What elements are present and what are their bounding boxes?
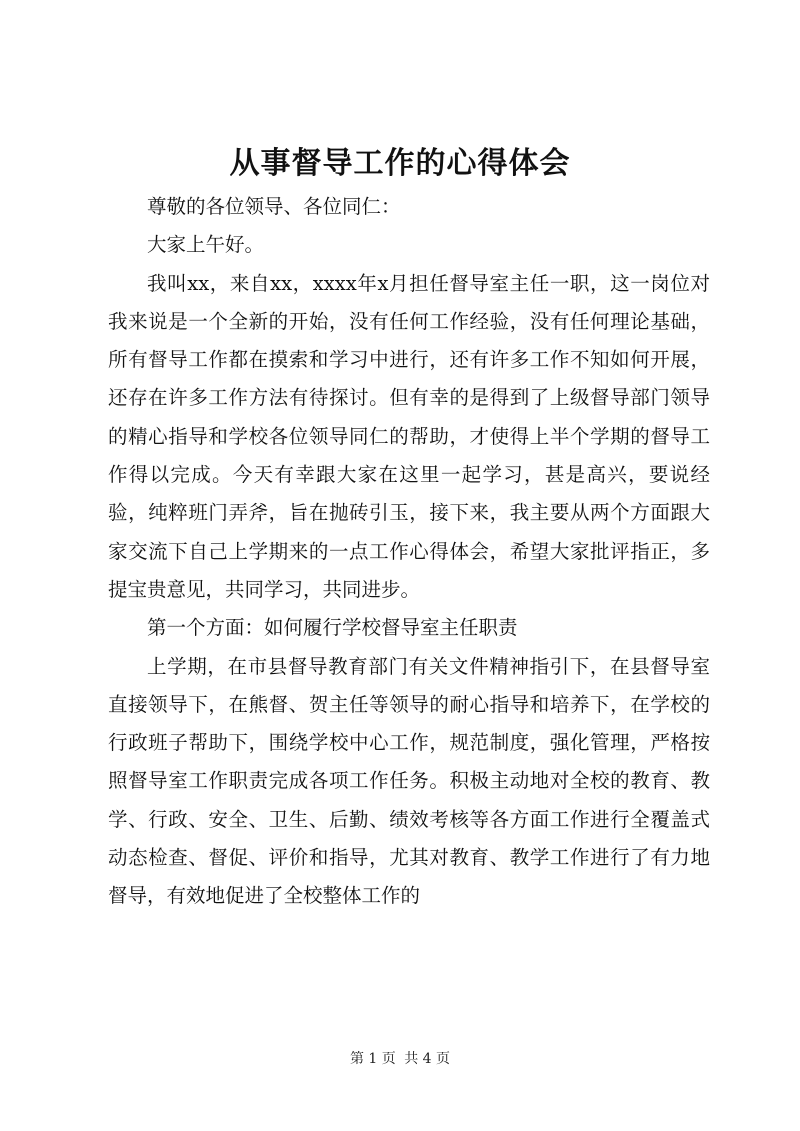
paragraph-salutation: 尊敬的各位领导、各位同仁：: [147, 195, 401, 218]
page-footer: [0, 1048, 800, 1068]
page-total: 共 4 页: [404, 1051, 451, 1067]
page-number: 第 1 页: [349, 1051, 396, 1067]
paragraph-introduction: 我叫xx，来自xx，xxxx年x月担任督导室主任一职，这一岗位对我来说是一个全新的开始，没有任何工作经验，没有任何理论基础，所有督导工作都在摸索和学习中进行，还有许多工作不知如何开展，还存在许多工作方法有待探讨。但有幸的是得到了上级督导部门领导的精心指导和学校各位领导同仁的帮助，才使得上半个学期的督导工作得以完成。今天有幸跟大家在这里一起学习，甚是高兴，要说经验，纯粹班门弄斧，旨在抛砖引玉，接下来，我主要从两个方面跟大家交流下自己上学期来的一点工作心得体会，希望大家批评指正，多提宝贵意见，共同学习，共同进步。: [108, 271, 710, 601]
document-title: 从事督导工作的心得体会: [229, 146, 571, 181]
document-body: [108, 188, 710, 916]
paragraph-greeting: 大家上午好。: [147, 233, 265, 257]
paragraph-section-one: 上学期，在市县督导教育部门有关文件精神指引下，在县督导室直接领导下，在熊督、贺主任等领导的耐心指导和培养下，在学校的行政班子帮助下，围绕学校中心工作，规范制度，强化管理，严格按照督导室工作职责完成各项工作任务。积极主动地对全校的教育、教学、行政、安全、卫生、后勤、绩效考核等各方面工作进行全覆盖式动态检查、督促、评价和指导，尤其对教育、教学工作进行了有力地督导，有效地促进了全校整体工作的: [108, 654, 710, 908]
section-heading-first: 第一个方面：如何履行学校督导室主任职责: [147, 616, 518, 640]
